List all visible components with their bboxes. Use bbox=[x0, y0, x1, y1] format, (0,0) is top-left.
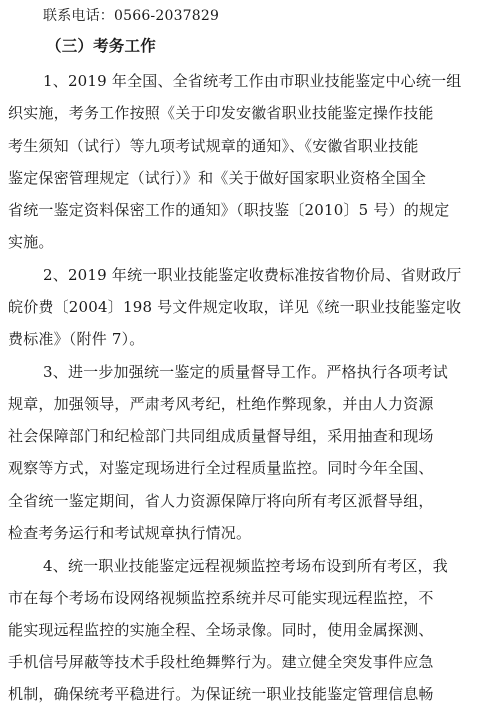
para1-line: 考生须知（试行）等九项考试规章的通知》、《安徽省职业技能 bbox=[8, 137, 419, 155]
section-title: （三）考务工作 bbox=[46, 36, 156, 55]
para4-line: 手机信号屏蔽等技术手段杜绝舞弊行为。建立健全突发事件应急 bbox=[8, 653, 434, 671]
para3-line: 3、进一步加强统一鉴定的质量督导工作。严格执行各项考试 bbox=[43, 363, 448, 381]
para4-line: 市在每个考场布设网络视频监控系统并尽可能实现远程监控，不 bbox=[8, 589, 434, 607]
para3-line: 社会保障部门和纪检部门共同组成质量督导组，采用抽查和现场 bbox=[8, 427, 434, 445]
para1-line: 实施。 bbox=[8, 233, 54, 251]
para2-line: 2、2019 年统一职业技能鉴定收费标准按省物价局、省财政厅 bbox=[43, 266, 462, 284]
para4-line: 能实现远程监控的实施全程、全场录像。同时，使用金属探测、 bbox=[8, 621, 434, 639]
para3-line: 观察等方式，对鉴定现场进行全过程质量监控。同时今年全国、 bbox=[8, 459, 434, 477]
para4-line: 4、统一职业技能鉴定远程视频监控考场布设到所有考区，我 bbox=[43, 557, 448, 575]
para1-line: 省统一鉴定资料保密工作的通知》（职技鉴〔2010〕5 号）的规定 bbox=[8, 201, 450, 219]
para1-line: 1、2019 年全国、全省统考工作由市职业技能鉴定中心统一组 bbox=[43, 72, 462, 90]
para1-line: 织实施，考务工作按照《关于印发安徽省职业技能鉴定操作技能 bbox=[8, 104, 434, 122]
para3-line: 规章，加强领导，严肃考风考纪，杜绝作弊现象，并由人力资源 bbox=[8, 395, 434, 413]
para4-line: 机制，确保统考平稳进行。为保证统一职业技能鉴定管理信息畅 bbox=[8, 685, 434, 703]
contact-phone: 联系电话：0566-2037829 bbox=[43, 8, 220, 24]
para2-line: 皖价费〔2004〕198 号文件规定收取，详见《统一职业技能鉴定收 bbox=[8, 298, 462, 316]
para1-line: 鉴定保密管理规定（试行）》和《关于做好国家职业资格全国全 bbox=[8, 169, 427, 187]
para2-line: 费标准》（附件 7）。 bbox=[8, 330, 145, 348]
para3-line: 全省统一鉴定期间，省人力资源保障厅将向所有考区派督导组， bbox=[8, 492, 434, 510]
para3-line: 检查考务运行和考试规章执行情况。 bbox=[8, 524, 252, 542]
